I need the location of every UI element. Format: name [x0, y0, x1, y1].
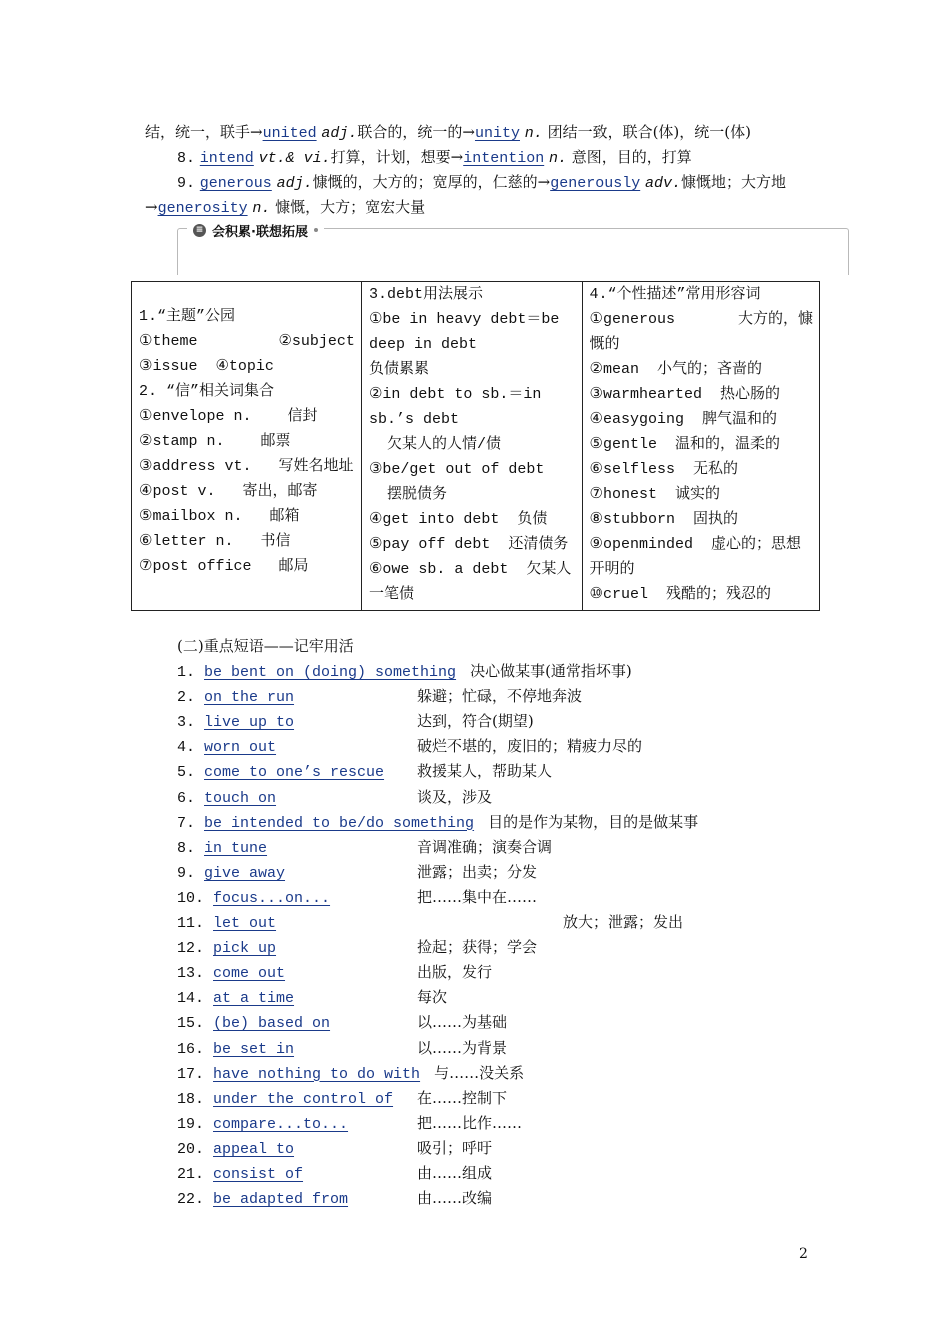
phrase-text: be bent on (doing) something: [204, 664, 457, 681]
phrase-text: under the control of: [213, 1090, 394, 1108]
phrase-number: 20.: [177, 1140, 214, 1158]
vocab-text: 结，统一，联手→: [145, 123, 263, 141]
phrase-text: (be) based on: [213, 1015, 331, 1033]
phrase-number: 9.: [177, 864, 205, 882]
phrase-english: [177, 1187, 348, 1212]
table-column-themes: [132, 282, 361, 610]
phrase-number: 1.: [177, 664, 205, 681]
phrase-text: have nothing to do with: [213, 1065, 421, 1083]
phrase-meaning: 把……集中在……: [417, 887, 538, 906]
phrase-row: [177, 1010, 508, 1035]
phrase-meaning: 与……没关系: [434, 1063, 525, 1082]
phrase-text: consist of: [213, 1166, 304, 1183]
phrase-english: [177, 1087, 393, 1112]
vocab-word-intention: intention: [463, 150, 545, 167]
table-column-debt: [361, 282, 582, 610]
vocab-text: 慷慨地；大方地: [681, 173, 787, 191]
table-cell-line: 慨的: [589, 336, 620, 353]
phrases-heading: (二)重点短语——记牢用活: [177, 637, 354, 655]
table-cell-line: ①theme ②subject: [139, 333, 355, 350]
phrase-row: [177, 734, 643, 759]
phrase-row: [177, 985, 448, 1010]
phrase-text: be adapted from: [213, 1191, 349, 1209]
phrase-text: come to one’s rescue: [204, 764, 385, 782]
phrase-meaning: 出版，发行: [417, 963, 493, 982]
phrase-text: focus...on...: [213, 889, 331, 907]
phrase-meaning: 以……为基础: [417, 1013, 508, 1032]
phrase-meaning: 音调准确；演奏合调: [417, 837, 553, 856]
phrase-meaning: 把……比作……: [417, 1113, 523, 1132]
part-of-speech: n.: [548, 150, 567, 167]
vocab-number: 9.: [177, 175, 196, 192]
phrase-meaning: 破烂不堪的，废旧的；精疲力尽的: [417, 737, 643, 756]
table-cell-line: ⑤pay off debt 还清债务: [368, 536, 569, 553]
vocab-word-intend: intend: [199, 150, 254, 167]
vocab-text: 慷慨，大方；宽宏大量: [275, 198, 426, 216]
phrase-number: 14.: [177, 990, 214, 1008]
phrase-number: 16.: [177, 1040, 214, 1058]
phrase-number: 6.: [177, 789, 205, 807]
part-of-speech: adj.: [321, 125, 358, 142]
part-of-speech: n.: [252, 200, 271, 217]
phrase-row: [177, 860, 538, 885]
table-cell-line: ⑥letter n. 书信: [139, 533, 291, 550]
vocab-text: →: [145, 198, 158, 216]
table-cell-line: ⑩cruel 残酷的；残忍的: [589, 586, 771, 603]
phrase-number: 5.: [177, 764, 205, 782]
phrase-row: [177, 1136, 493, 1161]
table-cell-line: 一笔债: [368, 586, 414, 603]
phrase-meaning: 以……为背景: [417, 1038, 508, 1057]
phrase-meaning: 达到，符合(期望): [417, 712, 534, 731]
phrase-text: give away: [204, 864, 286, 882]
part-of-speech: adv.: [644, 175, 681, 192]
phrase-english: [177, 1162, 303, 1187]
phrase-row: [177, 1086, 508, 1111]
table-cell-line: 摆脱债务: [368, 486, 447, 503]
phrase-text: in tune: [204, 839, 268, 857]
table-cell-line: ③be/get out of debt: [368, 461, 545, 478]
table-cell-line: ①envelope n. 信封: [139, 408, 318, 425]
phrase-english: [177, 811, 474, 836]
vocab-table: [131, 281, 820, 611]
phrase-text: worn out: [204, 739, 277, 757]
table-cell-line: ②mean 小气的；吝啬的: [589, 361, 762, 378]
phrase-number: 8.: [177, 839, 205, 857]
phrase-english: [177, 1037, 294, 1062]
phrase-number: 15.: [177, 1015, 214, 1033]
table-cell-line: ②stamp n. 邮票: [139, 433, 291, 450]
phrase-row: [177, 960, 493, 985]
phrase-number: 19.: [177, 1115, 214, 1133]
table-cell-line: ⑨openminded 虚心的；思想: [589, 536, 801, 553]
phrase-english: [177, 986, 294, 1011]
phrase-number: 12.: [177, 940, 214, 958]
phrase-meaning: 决心做某事(通常指坏事): [470, 662, 632, 680]
page-number: 2: [799, 1246, 808, 1262]
phrase-english: [177, 911, 276, 936]
phrase-number: 18.: [177, 1090, 214, 1108]
phrase-number: 11.: [177, 915, 214, 932]
table-cell-line: ⑦honest 诚实的: [589, 486, 720, 503]
phrase-row: [177, 1111, 523, 1136]
phrase-row: [177, 1061, 525, 1086]
dot-icon: [314, 228, 318, 232]
phrase-english: [177, 735, 276, 760]
phrase-english: [177, 685, 294, 710]
phrase-row: [177, 810, 699, 835]
vocab-line-generosity: [145, 195, 425, 220]
section-heading: [187, 220, 324, 240]
vocab-text: 慷慨的，大方的；宽厚的，仁慈的→: [312, 173, 551, 191]
phrase-row: [177, 1186, 493, 1211]
phrase-english: [177, 886, 330, 911]
table-cell-line: 4.“个性描述”常用形容词: [589, 286, 761, 303]
vocab-number: 8.: [177, 150, 196, 167]
phrase-row: [177, 709, 534, 734]
phrase-meaning: 救援某人，帮助某人: [417, 762, 553, 781]
phrase-text: be set in: [213, 1040, 295, 1058]
vocab-word-generosity: generosity: [157, 200, 248, 217]
vocab-word-united: united: [262, 125, 317, 142]
vocab-word-generously: generously: [550, 175, 641, 192]
phrase-row: [177, 1036, 508, 1061]
table-column-adjectives: [582, 282, 819, 610]
phrase-meaning: 谈及，涉及: [417, 787, 493, 806]
phrase-number: 2.: [177, 689, 205, 707]
phrase-row: [177, 759, 553, 784]
phrase-english: [177, 786, 276, 811]
phrase-english: [177, 836, 267, 861]
vocab-text: 团结一致，联合(体)，统一(体): [547, 123, 751, 141]
phrase-english: [177, 710, 294, 735]
vocab-text: 联合的，统一的→: [357, 123, 475, 141]
table-cell-line: ⑧stubborn 固执的: [589, 511, 738, 528]
phrase-meaning: 吸引；呼吁: [417, 1138, 493, 1157]
phrase-english: [177, 1011, 330, 1036]
phrase-row: [177, 910, 684, 935]
phrase-text: be intended to be/do something: [204, 814, 475, 832]
table-cell-line: 1.“主题”公园: [139, 308, 236, 325]
phrase-text: at a time: [213, 990, 295, 1008]
table-cell-line: ④post v. 寄出，邮寄: [139, 483, 318, 500]
phrase-meaning: 泄露；出卖；分发: [417, 862, 538, 881]
phrase-row: [177, 1161, 493, 1186]
section-badge-icon: ≡: [193, 224, 206, 237]
phrase-text: on the run: [204, 689, 295, 707]
phrase-meaning: 在……控制下: [417, 1088, 508, 1107]
phrase-english: [177, 660, 456, 685]
phrase-english: [177, 1112, 348, 1137]
phrase-text: appeal to: [213, 1140, 295, 1158]
table-cell-line: sb.’s debt: [368, 411, 459, 428]
phrase-meaning: 躲避；忙碌，不停地奔波: [417, 687, 583, 706]
part-of-speech: n.: [524, 125, 543, 142]
table-cell-line: 2. “信”相关词集合: [139, 383, 275, 400]
phrase-english: [177, 861, 285, 886]
vocab-word-generous: generous: [199, 175, 272, 192]
vocab-line-united: [145, 120, 751, 145]
phrase-text: let out: [213, 915, 277, 932]
table-cell-line: ①be in heavy debt＝be: [368, 311, 560, 328]
table-cell-line: ⑥owe sb. a debt 欠某人: [368, 561, 572, 578]
vocab-line-intend: [177, 145, 692, 170]
phrase-number: 17.: [177, 1065, 214, 1083]
table-cell-line: ⑦post office 邮局: [139, 558, 309, 575]
table-cell-line: ⑤gentle 温和的，温柔的: [589, 436, 780, 453]
table-cell-line: 欠某人的人情/债: [368, 436, 501, 453]
phrase-row: [177, 935, 538, 960]
table-cell-line: ②in debt to sb.＝in: [368, 386, 542, 403]
phrase-number: 21.: [177, 1166, 214, 1183]
part-of-speech: vt.& vi.: [258, 150, 331, 167]
phrase-meaning: 由……改编: [417, 1189, 493, 1208]
phrase-number: 4.: [177, 739, 205, 757]
vocab-word-unity: unity: [474, 125, 520, 142]
phrase-text: come out: [213, 965, 286, 983]
phrase-english: [177, 936, 276, 961]
phrase-english: [177, 961, 285, 986]
table-cell-line: ③issue ④topic: [139, 358, 274, 375]
table-cell-line: 3.debt用法展示: [368, 286, 483, 303]
phrase-row: [177, 885, 538, 910]
table-cell-line: ④easygoing 脾气温和的: [589, 411, 777, 428]
phrase-english: [177, 1062, 420, 1087]
phrase-row: [177, 659, 632, 684]
phrase-meaning: 放大；泄露；发出: [563, 913, 684, 931]
phrase-text: live up to: [204, 714, 295, 732]
table-cell-line: ①generous 大方的，慷: [589, 311, 813, 328]
phrase-meaning: 目的是作为某物，目的是做某事: [488, 812, 699, 831]
vocab-text: 意图，目的，打算: [571, 148, 692, 166]
phrase-text: touch on: [204, 789, 277, 807]
phrase-meaning: 捡起；获得；学会: [417, 938, 538, 957]
phrase-text: pick up: [213, 940, 277, 958]
table-cell-line: 负债累累: [368, 361, 429, 378]
phrase-number: 3.: [177, 714, 205, 732]
table-cell-line: 开明的: [589, 561, 635, 578]
phrase-row: [177, 785, 493, 810]
phrase-row: [177, 835, 553, 860]
phrase-meaning: 由……组成: [417, 1164, 493, 1182]
phrase-number: 10.: [177, 889, 214, 907]
vocab-line-generous: [177, 170, 786, 195]
table-cell-line: ③warmhearted 热心肠的: [589, 386, 780, 403]
phrase-text: compare...to...: [213, 1115, 349, 1133]
phrase-meaning: 每次: [417, 988, 448, 1007]
table-cell-line: ③address vt. 写姓名地址: [139, 458, 354, 475]
table-cell-line: ④get into debt 负债: [368, 511, 548, 528]
table-cell-line: deep in debt: [368, 336, 477, 353]
section-title: 会积累·联想拓展: [212, 224, 308, 240]
phrase-english: [177, 1137, 294, 1162]
phrase-row: [177, 684, 583, 709]
phrase-english: [177, 760, 384, 785]
table-cell-line: ⑥selfless 无私的: [589, 461, 738, 478]
phrase-number: 22.: [177, 1191, 214, 1209]
phrase-number: 7.: [177, 814, 205, 832]
table-cell-line: ⑤mailbox n. 邮箱: [139, 508, 300, 525]
phrase-number: 13.: [177, 965, 214, 983]
vocab-text: 打算，计划，想要→: [330, 148, 464, 166]
part-of-speech: adj.: [276, 175, 313, 192]
